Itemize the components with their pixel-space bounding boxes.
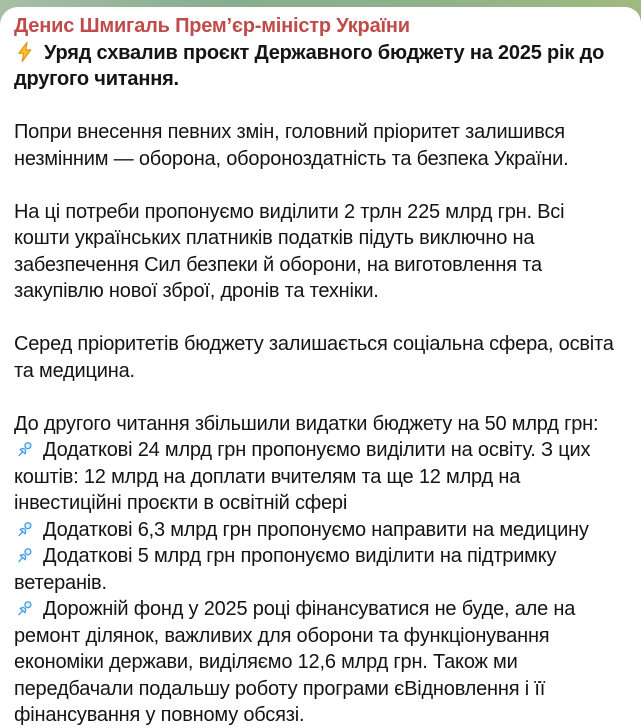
bullet-text: Додаткові 5 млрд грн пропонуємо виділити на підтримку <box>43 545 557 567</box>
bullet-continuation-line: ремонт ділянок, важливих для оборони та функціонування <box>14 624 550 647</box>
headline-text: Уряд схвалив проєкт Державного бюджету на 2025 рік до <box>44 41 605 64</box>
bullet-continuation-line: інвестиційні проєкти в освітній сфері <box>14 492 348 514</box>
paragraph-line: На ці потреби пропонуємо виділити 2 трлн 225 млрд грн. Всі <box>14 200 565 223</box>
bullet-continuation-line: ветеранів. <box>14 571 107 594</box>
paragraph-line: Серед пріоритетів бюджету залишається соціальна сфера, освіта <box>14 333 614 355</box>
paragraph-gap <box>14 384 627 411</box>
paragraph-line: закупівлю нової зброї, дронів та техніки. <box>14 280 379 302</box>
paragraph-line: незмінним — оборона, обороноздатність та безпека України. <box>14 147 569 170</box>
bullet-continuation-line: коштів: 12 млрд на доплати вчителям та ще 12 млрд на <box>14 465 521 488</box>
message-bubble <box>0 7 641 728</box>
bullet-line <box>14 543 627 570</box>
headline-line: другого читання. <box>14 68 179 90</box>
bullet-continuation-line: економіки держави, виділяємо 12,6 млрд грн. Також ми <box>14 651 518 673</box>
bullet-line <box>14 437 627 464</box>
paragraph-gap <box>14 93 627 120</box>
paragraph-line: кошти українських платників податків підуть виключно на <box>14 227 535 249</box>
paragraph-line: та медицина. <box>14 359 135 382</box>
paragraph-line: забезпечення Сил безпеки й оборони, на виготовлення та <box>14 253 542 276</box>
bullet-continuation-line: передбачали подальшу роботу програми єВідновлення і її <box>14 677 546 700</box>
paragraph-gap <box>14 172 627 199</box>
bullet-text: Додаткові 24 млрд грн пропонуємо виділити на освіту. З цих <box>43 439 591 461</box>
bullet-continuation-line: фінансування у повному обсязі. <box>14 704 305 726</box>
paragraph-line: До другого читання збільшили видатки бюджету на 50 млрд грн: <box>14 412 599 435</box>
bullet-line <box>14 596 627 623</box>
bullet-text: Дорожній фонд у 2025 році фінансуватися не буде, але на <box>43 598 576 620</box>
bullet-text: Додаткові 6,3 млрд грн пропонуємо направити на медицину <box>43 518 589 541</box>
paragraph-gap <box>14 305 627 332</box>
paragraph-line: Попри внесення певних змін, головний пріоритет залишився <box>14 121 565 143</box>
bullet-line <box>14 517 627 544</box>
headline-line <box>14 40 627 67</box>
channel-name[interactable]: Денис Шмигаль Прем’єр-міністр України <box>14 15 410 37</box>
